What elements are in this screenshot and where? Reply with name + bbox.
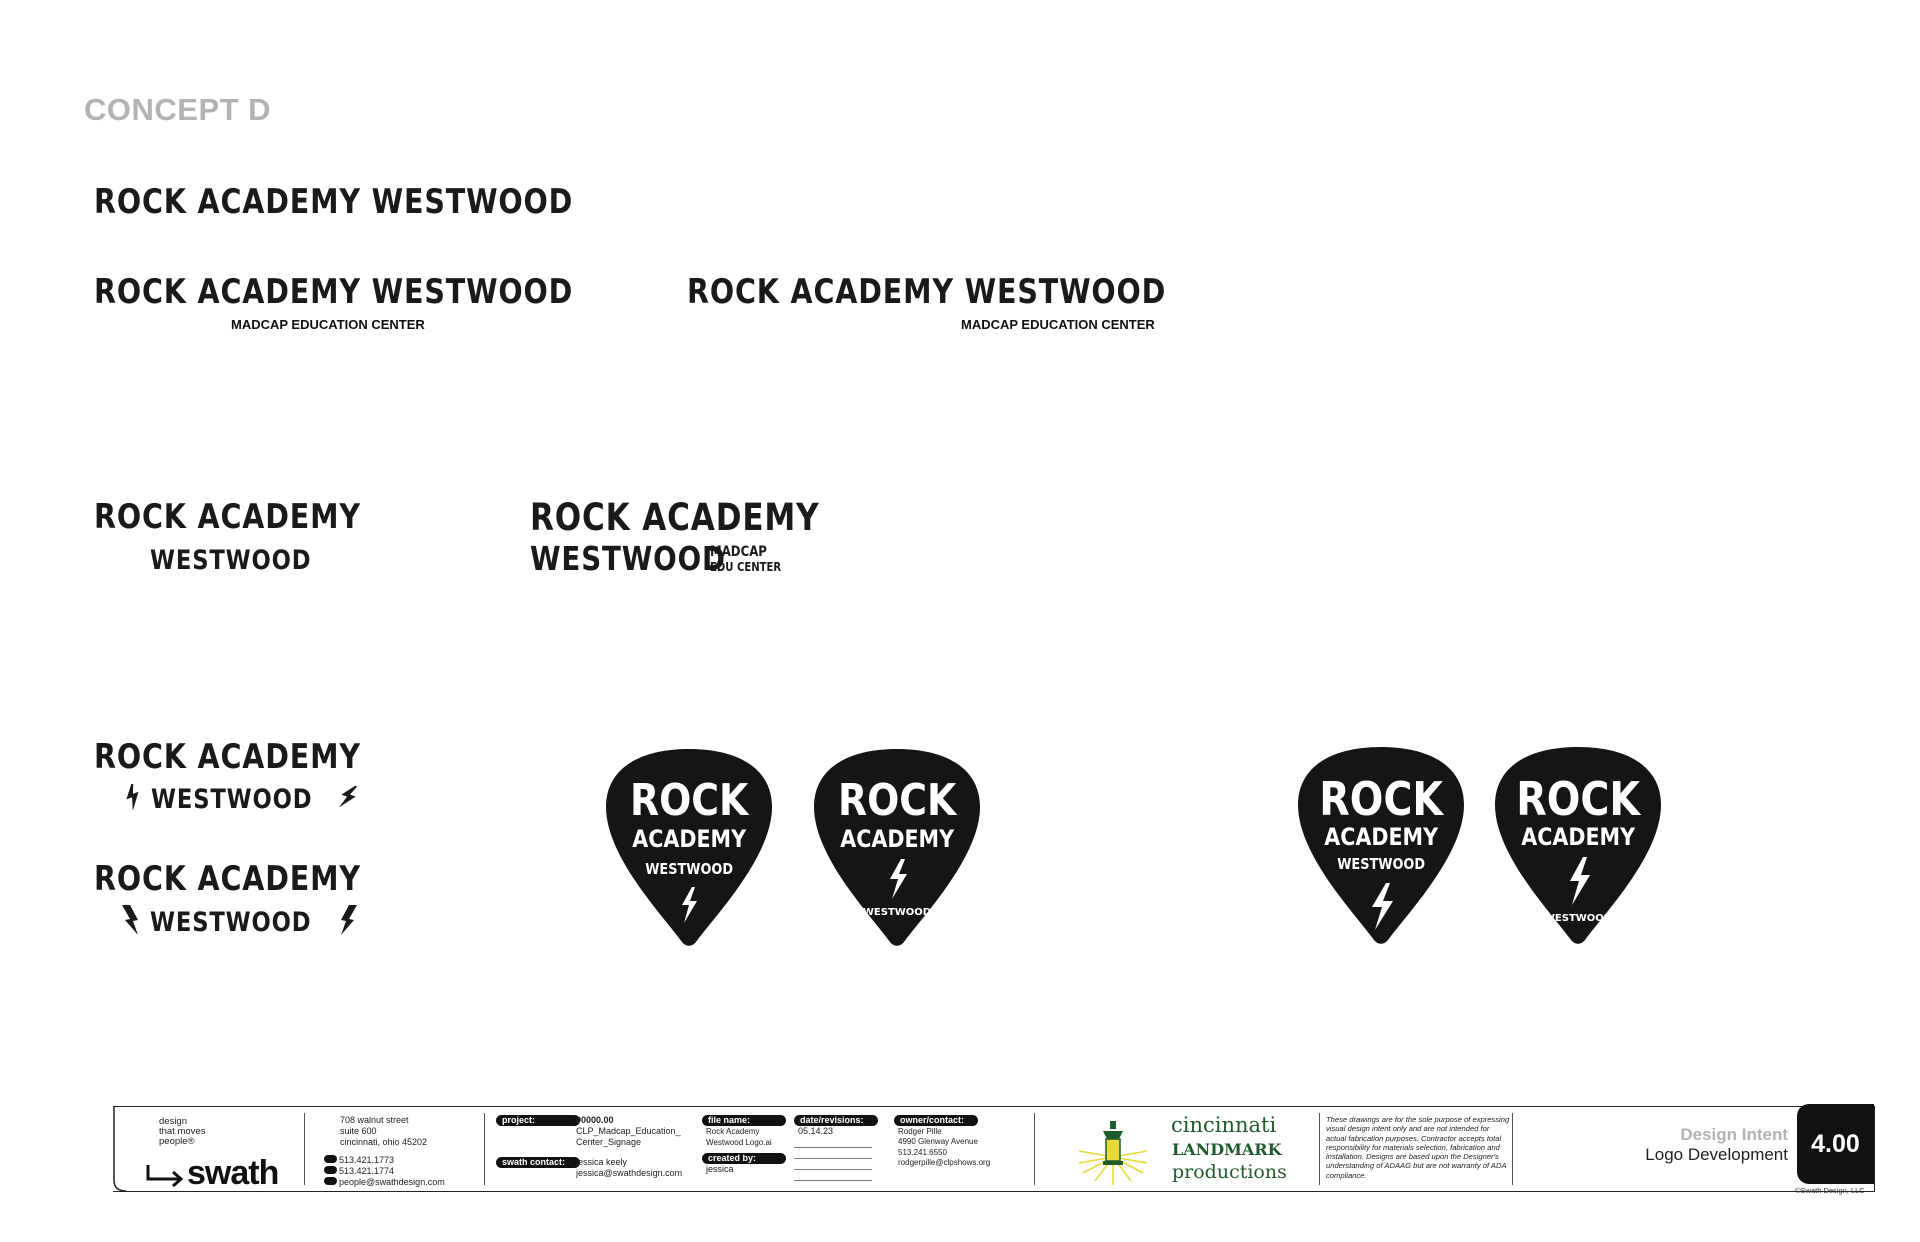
owner-phone: 513.241.6550 [898,1147,947,1157]
pick-westwood-text: WESTWOOD [1543,913,1613,924]
wordmark-bolt-top-2: ROCK ACADEMY [94,859,361,899]
pick-rock-text: ROCK [1516,773,1641,827]
guitar-pick-logo-4 [1493,745,1663,945]
swath-contact-email: jessica@swathdesign.com [576,1168,683,1178]
wordmark-horizontal-right-subtitle: ROCK ACADEMY WESTWOOD [687,272,1167,312]
firm-branding [123,1113,305,1192]
fax-icon [324,1166,337,1174]
pick-academy-text: ACADEMY [840,825,955,854]
wordmark-subtitle-right: MADCAP EDUCATION CENTER [961,317,1155,332]
client-logo-line-2: LANDMARK [1172,1140,1282,1159]
pick-academy-text: ACADEMY [1521,823,1636,852]
firm-address [304,1113,485,1185]
swath-logo-word: swath [187,1154,279,1192]
pick-westwood-text: WESTWOOD [645,861,734,879]
project-number: 00000.00 [576,1115,614,1125]
disclaimer-block [1319,1113,1513,1185]
wordmark-madcap-top: ROCK ACADEMY [530,496,820,539]
firm-phone: 513.421.1773 [339,1155,395,1165]
created-by-label: created by: [702,1153,786,1164]
pick-academy-text: ACADEMY [1324,823,1439,852]
swath-arrow-icon [145,1163,187,1187]
pick-rock-text: ROCK [1319,773,1444,827]
file-name-line-2: Westwood Logo.ai [706,1138,772,1147]
lightning-bolt-icon [337,905,361,940]
firm-tagline [159,1117,205,1147]
project-name-line-2: Center_Signage [576,1137,642,1147]
email-icon [324,1177,337,1185]
wordmark-bolt-line-1 [123,784,358,816]
owner-contact-label: owner/contact: [894,1115,978,1126]
date-value: 05.14.23 [798,1126,834,1136]
guitar-pick-logo-1 [604,747,774,947]
revision-line [794,1148,872,1159]
madcap-label: MADCAP [710,544,767,560]
tagline-line-3: people® [159,1136,195,1147]
pick-academy-text: ACADEMY [632,825,747,854]
address-line-1: 708 walnut street [340,1115,409,1125]
client-logo-line-3: productions [1172,1161,1287,1183]
pick-rock-text: ROCK [629,774,749,826]
sheet-title-block [1513,1125,1788,1165]
wordmark-bolt-top-1: ROCK ACADEMY [94,737,361,777]
project-info [484,1113,1038,1185]
owner-address: 4990 Glenway Avenue [898,1137,978,1146]
wordmark-horizontal-with-subtitle: ROCK ACADEMY WESTWOOD [94,272,574,312]
westwood-text: WESTWOOD [151,784,313,815]
client-logo [1038,1113,1338,1185]
pick-westwood-text: WESTWOOD [862,907,932,918]
tagline-line-2: that moves [159,1126,206,1137]
lightning-bolt-icon [338,784,358,815]
wordmark-stacked-bottom: WESTWOOD [150,545,312,576]
project-name-line-1: CLP_Madcap_Education_ [576,1126,681,1136]
client-logo-line-1: cincinnati [1171,1113,1277,1137]
revision-line [794,1159,872,1170]
title-block [113,1106,1875,1192]
address-line-3: cincinnati, ohio 45202 [340,1137,428,1147]
revision-line [794,1170,872,1181]
date-revisions-label: date/revisions: [794,1115,878,1126]
guitar-pick-logo-2 [812,747,982,947]
swath-contact-name: jessica keely [576,1157,628,1167]
created-by-value: jessica [706,1164,734,1174]
wordmark-bolt-line-2 [118,905,361,939]
lightning-bolt-icon [123,784,143,815]
owner-name: Rodger Pille [898,1126,942,1136]
firm-fax: 513.421.1774 [339,1166,395,1176]
copyright: ©Swath Design, LLC [1795,1186,1865,1195]
sheet-subtitle: Logo Development [1645,1145,1788,1164]
address-line-2: suite 600 [340,1126,377,1136]
wordmark-stacked-top: ROCK ACADEMY [94,497,361,537]
concept-title: CONCEPT D [84,92,272,127]
lightning-bolt-icon [118,905,142,940]
firm-email: people@swathdesign.com [339,1177,445,1187]
streetlamp-icon [1073,1117,1153,1187]
sheet-number: 4.00 [1797,1104,1874,1184]
column-divider [1034,1113,1035,1185]
project-label: project: [496,1115,580,1126]
edu-center-label: EDU CENTER [710,560,782,574]
pick-westwood-text: WESTWOOD [1337,856,1426,874]
guitar-pick-logo-3 [1296,745,1466,945]
wordmark-horizontal: ROCK ACADEMY WESTWOOD [94,182,574,222]
swath-contact-label: swath contact: [496,1157,580,1168]
sheet-title: Design Intent [1680,1125,1788,1144]
wordmark-subtitle: MADCAP EDUCATION CENTER [231,317,425,332]
owner-email: rodgerpille@clpshows.org [898,1158,991,1167]
wordmark-madcap-bottom: WESTWOOD [530,539,726,578]
westwood-text: WESTWOOD [150,907,312,938]
revision-line [794,1137,872,1148]
file-name-label: file name: [702,1115,786,1126]
file-name-line-1: Rock Academy [706,1127,760,1136]
tagline-line-1: design [159,1116,187,1127]
disclaimer-text: These drawings are for the sole purpose of expressing visual design intent only and are not intended for actual fabrication purposes. Contractor accepts total responsibility for materials selection, fabrication and installation. Designs are based upon the Designer's understanding of ADAAG but are not warranty of ADA compliance. [1326,1115,1510,1180]
pick-rock-text: ROCK [837,774,957,826]
phone-icon [324,1155,337,1163]
